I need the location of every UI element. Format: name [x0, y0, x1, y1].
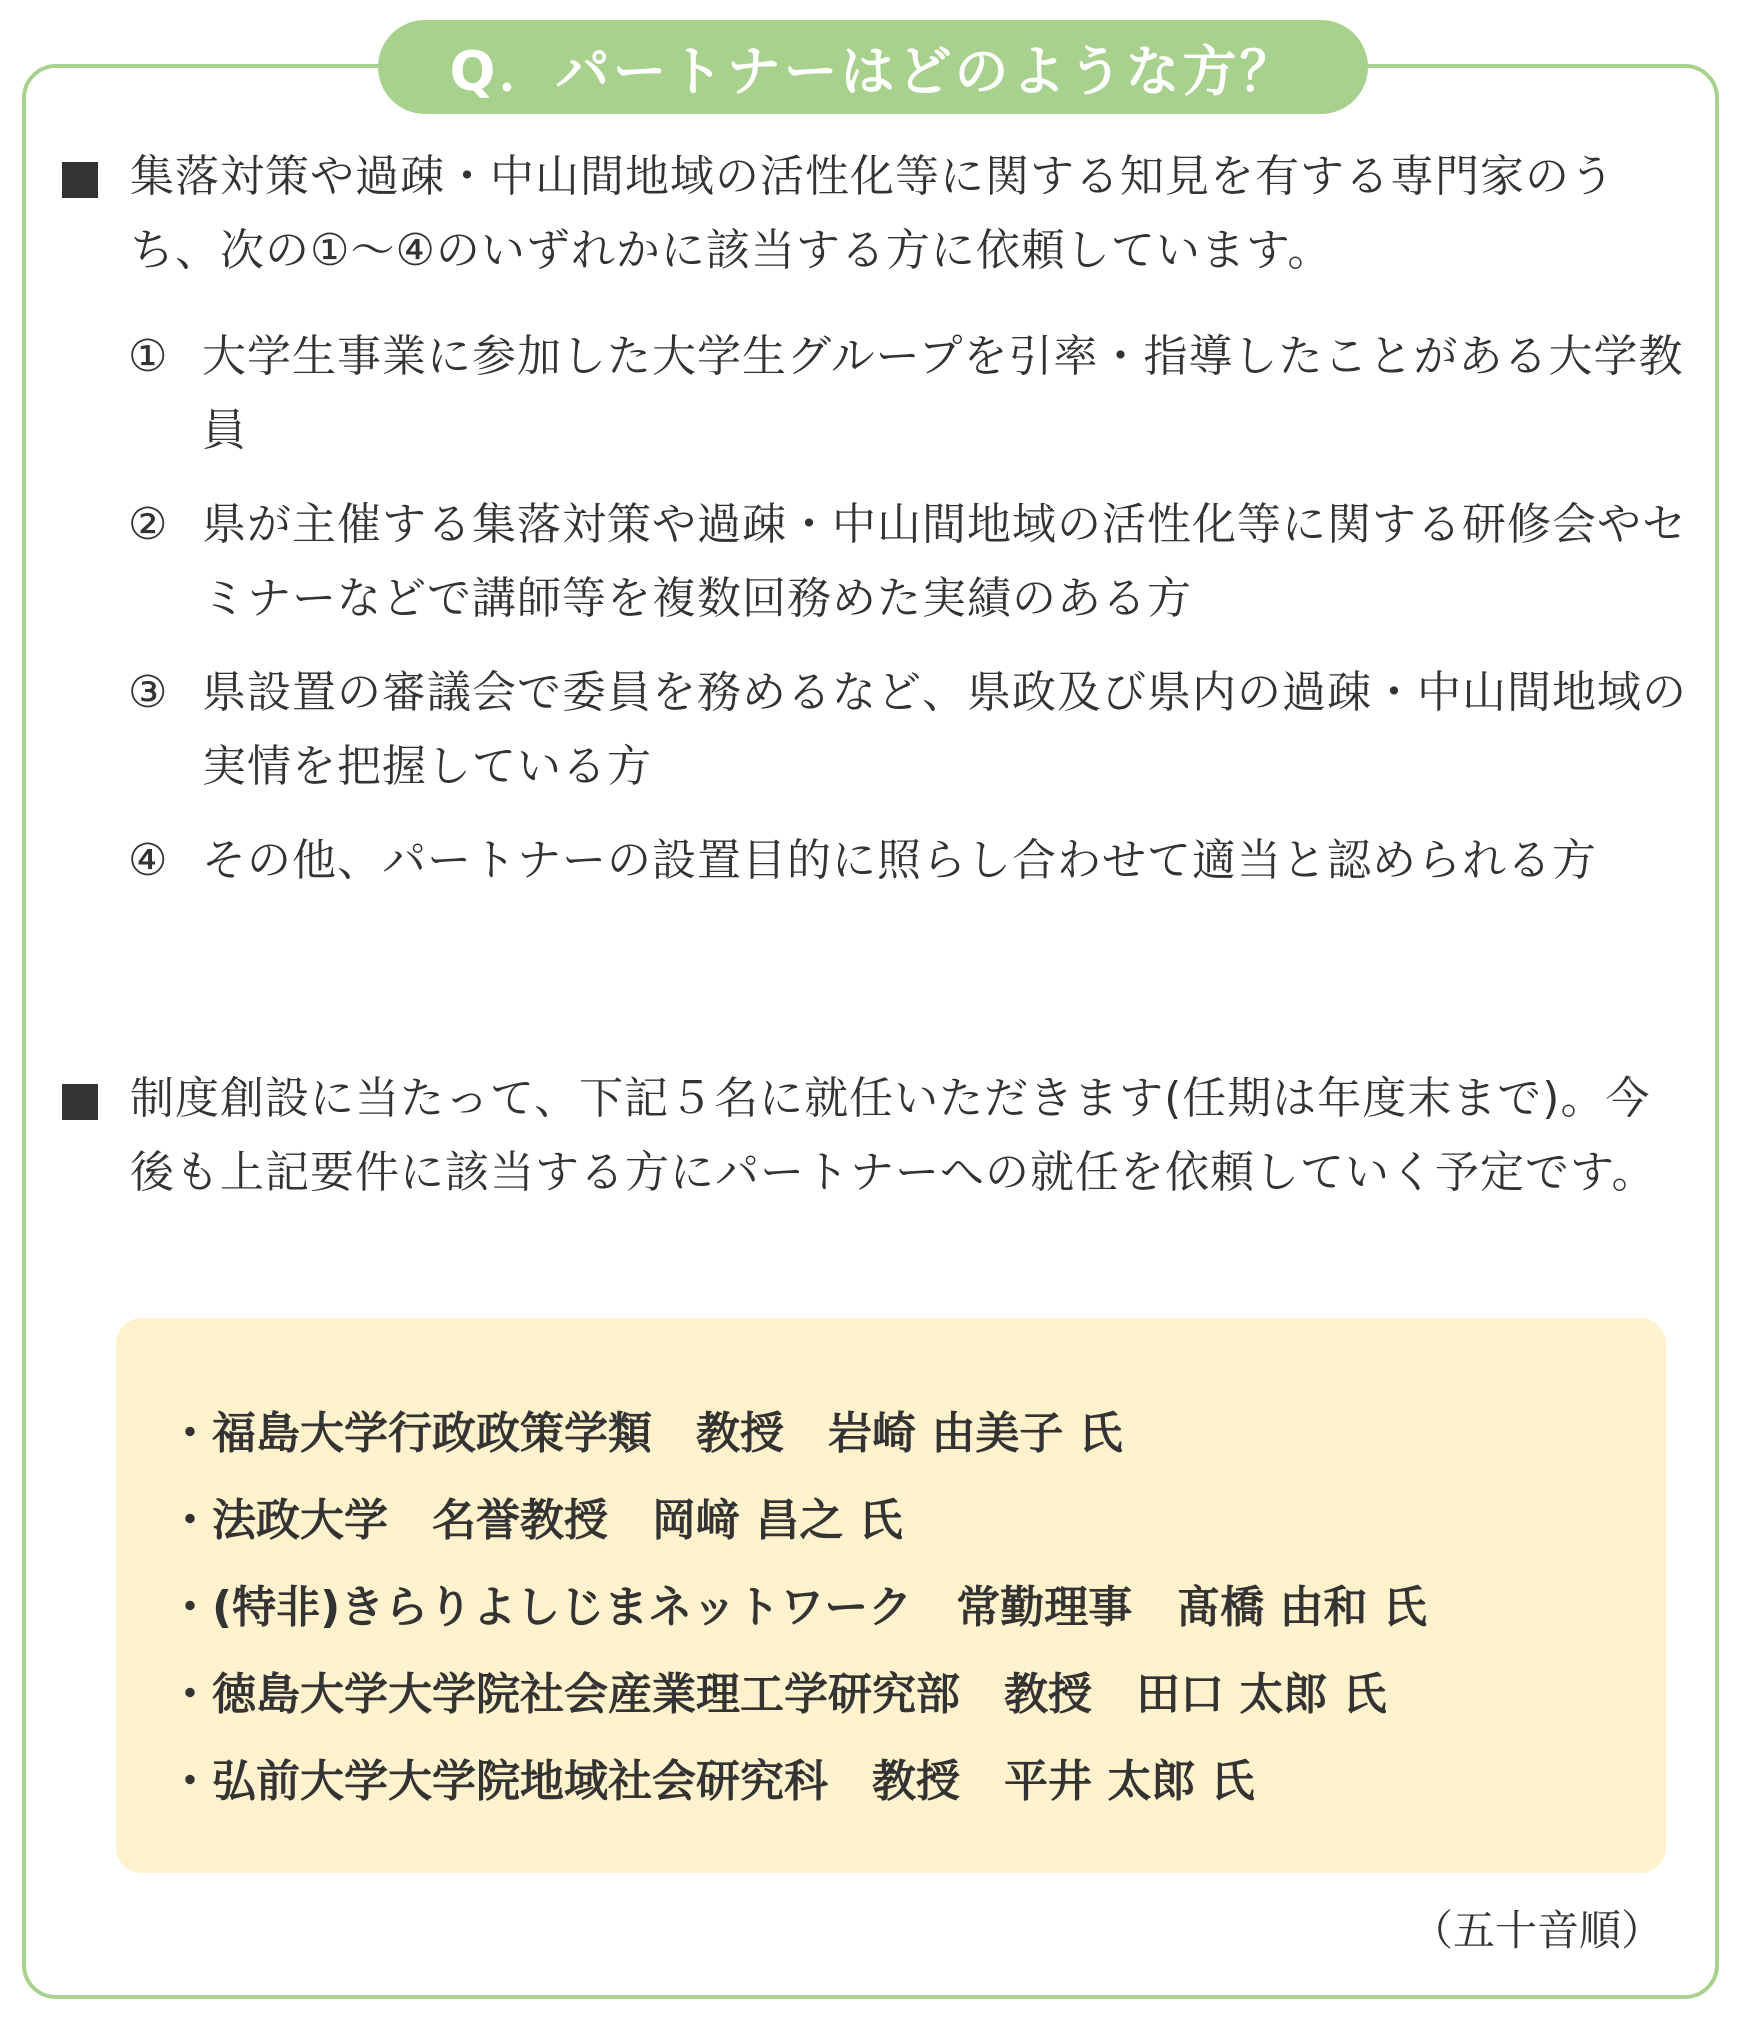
requirements-list — [128, 320, 1702, 898]
member-item: ・徳島大学大学院社会産業理工学研究部 教授 田口 太郎 氏 — [168, 1669, 1387, 1720]
appointment-lead-row — [62, 1062, 1702, 1210]
requirement-item — [128, 656, 1702, 804]
member-item: ・弘前大学大学院地域社会研究科 教授 平井 太郎 氏 — [168, 1756, 1255, 1807]
order-note: （五十音順） — [1410, 1906, 1663, 1955]
requirement-item — [128, 320, 1702, 468]
eligibility-lead-text: 集落対策や過疎・中山間地域の活性化等に関する知見を有する専門家のうち、次の①～④のいずれかに該当する方に依頼しています。 — [130, 151, 1615, 276]
square-bullet-icon — [62, 1084, 98, 1120]
requirement-text: 県設置の審議会で委員を務めるなど、県政及び県内の過疎・中山間地域の実情を把握している方 — [202, 667, 1687, 792]
member-item: ・福島大学行政政策学類 教授 岩崎 由美子 氏 — [168, 1408, 1123, 1459]
appointment-section — [62, 1062, 1702, 1210]
requirement-item — [128, 824, 1702, 898]
eligibility-lead-row — [62, 140, 1702, 288]
requirement-number: ① — [128, 331, 168, 382]
requirement-number: ② — [128, 499, 168, 550]
requirement-text: その他、パートナーの設置目的に照らし合わせて適当と認められる方 — [202, 835, 1597, 886]
appointment-lead-text: 制度創設に当たって、下記５名に就任いただきます(任期は年度末まで)。今後も上記要件に該当する方にパートナーへの就任を依頼していく予定です。 — [130, 1073, 1657, 1198]
eligibility-section — [62, 140, 1702, 918]
requirement-text: 県が主催する集落対策や過疎・中山間地域の活性化等に関する研修会やセミナーなどで講師等を複数回務めた実績のある方 — [202, 499, 1687, 624]
requirement-number: ④ — [128, 835, 168, 886]
square-bullet-icon — [62, 162, 98, 198]
page-title: Q．パートナーはどのような方？ — [378, 20, 1368, 114]
members-box — [116, 1318, 1666, 1873]
requirement-item — [128, 488, 1702, 636]
member-item: ・(特非)きらりよしじまネットワーク 常勤理事 髙橋 由和 氏 — [168, 1582, 1427, 1633]
requirement-number: ③ — [128, 667, 168, 718]
member-item: ・法政大学 名誉教授 岡﨑 昌之 氏 — [168, 1495, 903, 1546]
requirement-text: 大学生事業に参加した大学生グループを引率・指導したことがある大学教員 — [202, 331, 1684, 456]
